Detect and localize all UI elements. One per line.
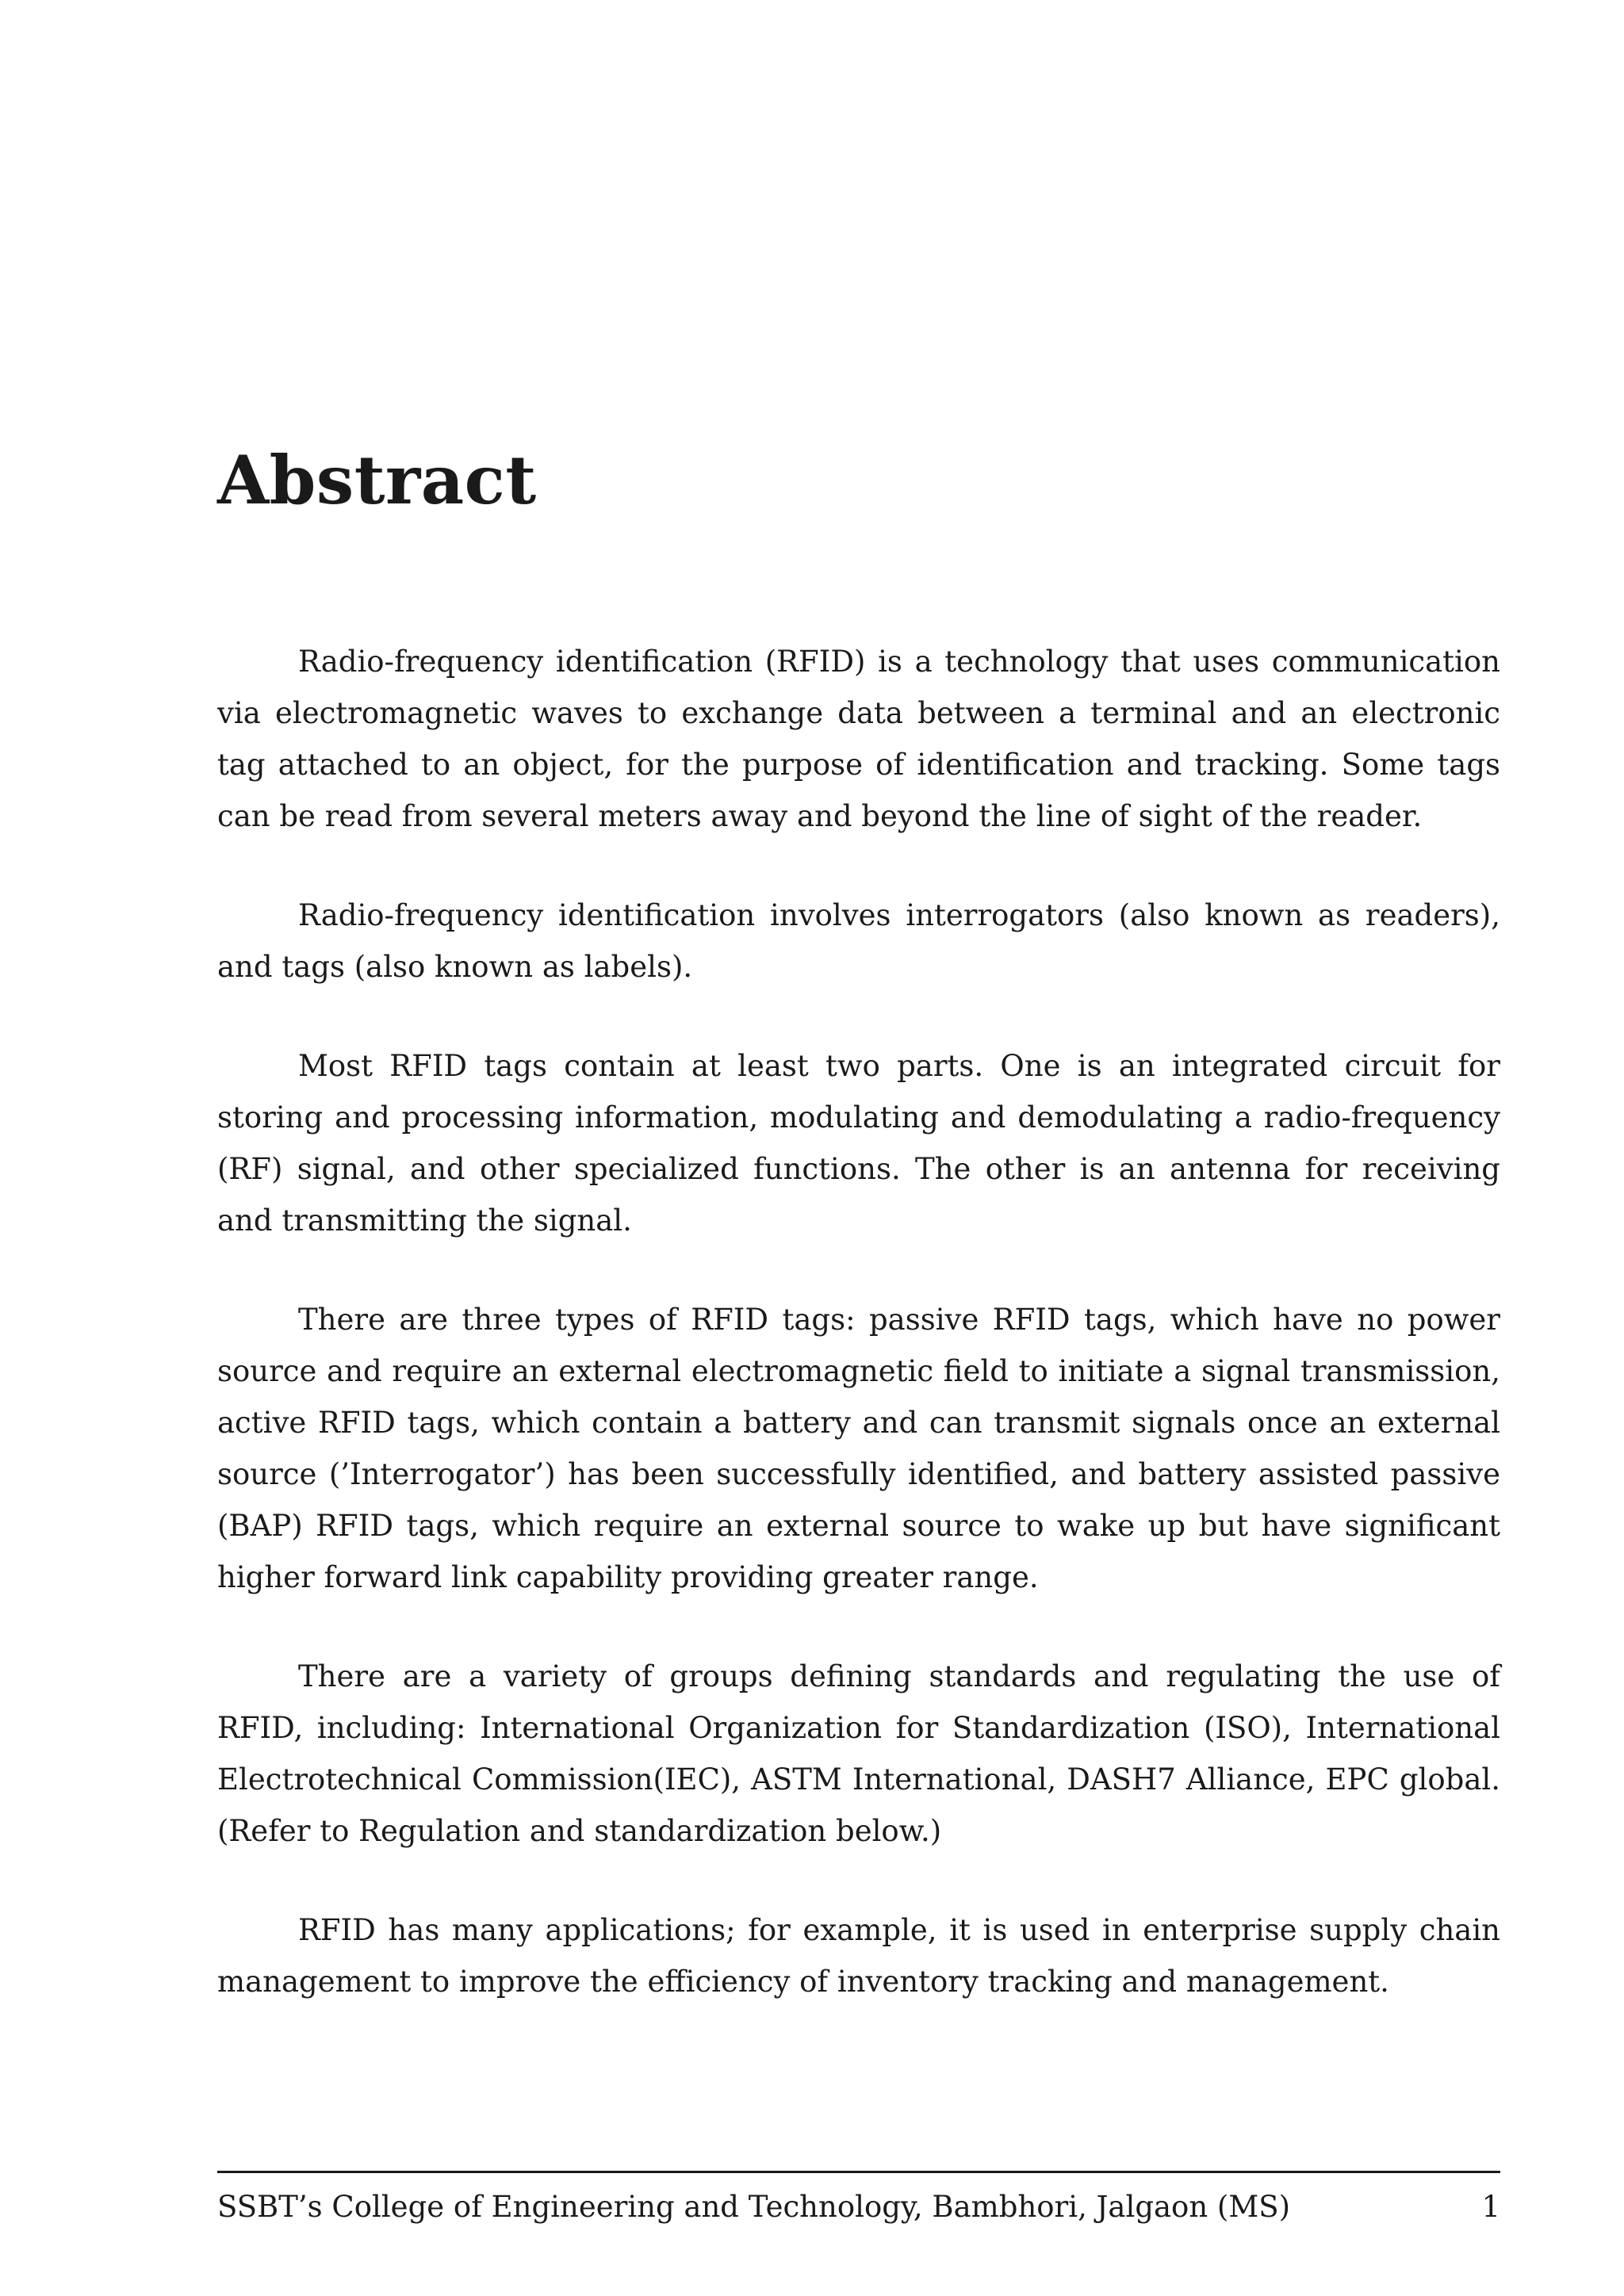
abstract-body	[217, 636, 1500, 2055]
footer-institution: SSBT’s College of Engineering and Technology, Bambhori, Jalgaon (MS)	[217, 2190, 1291, 2224]
paragraph-4: There are three types of RFID tags: passive RFID tags, which have no power source and require an external electromagnetic field to initiate a signal transmission, active RFID tags, which contain a battery and can transmit signals once an external source (’Interrogator’) has been successfully identified, and battery assisted passive (BAP) RFID tags, which require an external source to wake up but have significant higher forward link capability providing greater range.	[217, 1303, 1500, 1594]
paragraph-2: Radio-frequency identification involves interrogators (also known as readers), and tags (also known as labels).	[217, 898, 1500, 984]
page-number: 1	[1481, 2190, 1500, 2224]
footer-divider	[217, 2171, 1500, 2173]
paragraph-6: RFID has many applications; for example, it is used in enterprise supply chain management to improve the efficiency of inventory tracking and management.	[217, 1913, 1500, 1999]
paragraph-1: Radio-frequency identification (RFID) is a technology that uses communication via electromagnetic waves to exchange data between a terminal and an electronic tag attached to an object, for the purpose of identification and tracking. Some tags can be read from several meters away and beyond the line of sight of the reader.	[217, 645, 1500, 833]
paragraph-3: Most RFID tags contain at least two parts. One is an integrated circuit for storing and processing information, modulating and demodulating a radio-frequency (RF) signal, and other specialized functions. The other is an antenna for receiving and transmitting the signal.	[217, 1049, 1500, 1238]
paragraph-5: There are a variety of groups defining standards and regulating the use of RFID, including: International Organization for Standardization (ISO), International Electrotechnical Commission(IEC), ASTM International, DASH7 Alliance, EPC global. (Refer to Regulation and standardization below.)	[217, 1659, 1500, 1848]
page-title: Abstract	[217, 441, 537, 519]
